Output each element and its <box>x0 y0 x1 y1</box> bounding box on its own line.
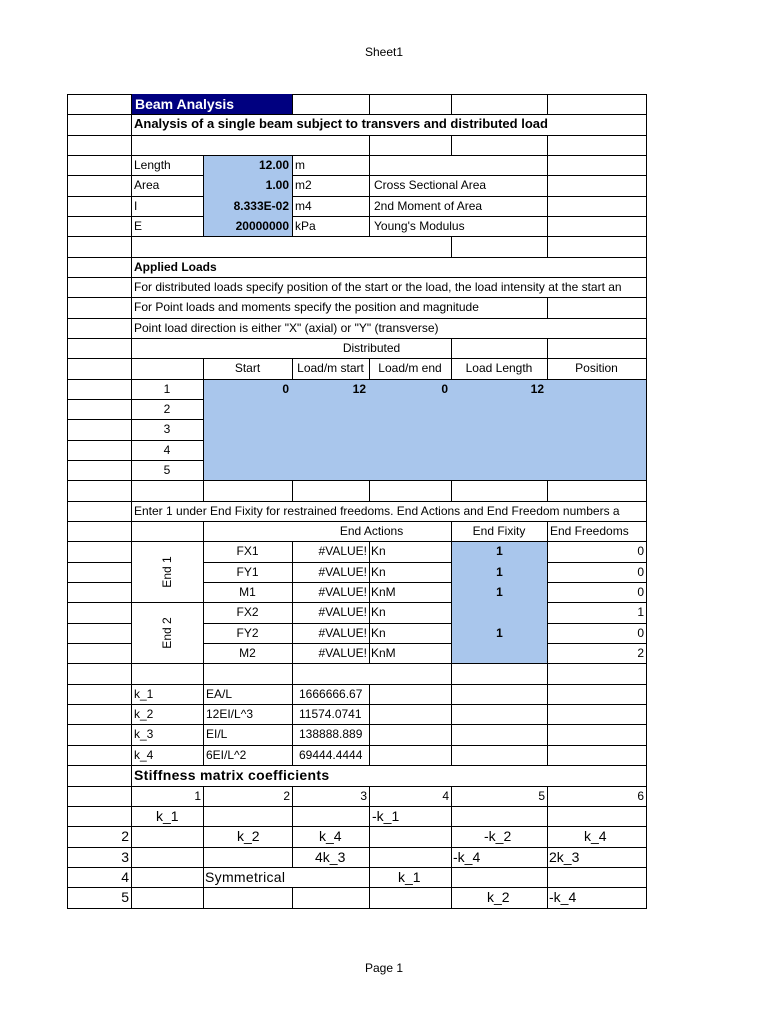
freedom-name: FX1 <box>236 544 259 558</box>
end-action-value: #VALUE! <box>318 565 367 579</box>
property-value[interactable]: 1.00 <box>265 178 289 192</box>
matrix-cell: k_4 <box>319 828 342 844</box>
matrix-row-number: 3 <box>121 849 129 865</box>
applied-note: Point load direction is either "X" (axial) or "Y" (transverse) <box>134 321 439 335</box>
k-value: 11574.0741 <box>299 707 362 721</box>
end-action-value: #VALUE! <box>318 646 367 660</box>
k-name: k_2 <box>134 707 154 721</box>
load-row-number: 4 <box>163 443 171 457</box>
end-freedom-value: 0 <box>637 626 644 640</box>
matrix-cell: k_1 <box>156 808 179 824</box>
property-value[interactable]: 8.333E-02 <box>233 199 289 213</box>
distributed-group-header: Distributed <box>342 341 401 355</box>
stiffness-title: Stiffness matrix coefficients <box>134 767 330 783</box>
fixity-note: Enter 1 under End Fixity for restrained freedoms. End Actions and End Freedom numbers a <box>134 504 620 518</box>
end-fixity-cell[interactable] <box>452 643 547 663</box>
end-fixity-cell[interactable]: 1 <box>496 626 503 640</box>
load-col-header: Position <box>575 361 618 375</box>
k-name: k_4 <box>134 748 154 762</box>
matrix-cell: k_2 <box>237 828 260 844</box>
load-row-number: 5 <box>163 463 171 477</box>
k-value: 69444.4444 <box>299 748 363 762</box>
end-fixity-cell[interactable]: 1 <box>496 544 503 558</box>
load-col-header: Start <box>234 361 261 375</box>
end-fixity-cell[interactable] <box>452 602 547 622</box>
load-col-header: Load/m end <box>378 361 442 375</box>
applied-note: For Point loads and moments specify the position and magnitude <box>134 300 479 314</box>
end-action-value: #VALUE! <box>318 585 367 599</box>
matrix-cell: 4k_3 <box>315 849 346 865</box>
property-label: Length <box>134 158 171 172</box>
end-action-unit: Kn <box>371 605 386 619</box>
freedom-name: FY1 <box>236 565 259 579</box>
load-col-header: Load/m start <box>297 361 364 375</box>
property-desc: Cross Sectional Area <box>374 178 487 192</box>
property-label: I <box>134 199 138 213</box>
k-value: 1666666.67 <box>299 687 363 701</box>
end-action-value: #VALUE! <box>318 626 367 640</box>
matrix-cell: -k_2 <box>484 828 512 844</box>
page-footer: Page 1 <box>364 961 404 975</box>
matrix-cell: -k_4 <box>453 849 481 865</box>
sheet-subtitle: Analysis of a single beam subject to transvers and distributed load <box>134 116 548 131</box>
load-row-number: 1 <box>163 382 171 396</box>
k-expression: 6EI/L^2 <box>206 748 247 762</box>
end-freedom-value: 0 <box>637 544 644 558</box>
k-name: k_3 <box>134 727 154 741</box>
load-row-number: 3 <box>163 422 171 436</box>
end-action-unit: KnM <box>371 585 396 599</box>
k-expression: EI/L <box>206 727 228 741</box>
end-action-unit: Kn <box>371 544 386 558</box>
applied-note: For distributed loads specify position of the start or the load, the load intensity at the start an <box>134 280 622 294</box>
matrix-col-header: 3 <box>360 789 367 803</box>
page-header: Sheet1 <box>364 45 404 59</box>
property-value[interactable]: 20000000 <box>235 219 289 233</box>
k-expression: EA/L <box>206 687 233 701</box>
matrix-row-number: 2 <box>121 828 129 844</box>
matrix-cell: -k_1 <box>372 808 400 824</box>
matrix-row-number: 4 <box>121 869 129 885</box>
end-fixity-header: End Fixity <box>472 524 526 538</box>
property-desc: 2nd Moment of Area <box>374 199 483 213</box>
end-1-label: End 1 <box>160 556 174 588</box>
end-freedom-value: 2 <box>637 646 644 660</box>
freedom-name: FX2 <box>236 605 259 619</box>
load-row-number: 2 <box>163 402 171 416</box>
end-freedoms-header: End Freedoms <box>550 524 629 538</box>
matrix-col-header: 2 <box>283 789 290 803</box>
end-action-value: #VALUE! <box>318 605 367 619</box>
matrix-row-number: 5 <box>121 889 129 905</box>
property-unit: m2 <box>295 178 312 192</box>
property-label: Area <box>134 178 160 192</box>
property-desc: Young's Modulus <box>374 219 465 233</box>
matrix-col-header: 4 <box>442 789 449 803</box>
property-unit: kPa <box>295 219 316 233</box>
sheet-title: Beam Analysis <box>132 94 292 114</box>
property-unit: m4 <box>295 199 312 213</box>
end-freedom-value: 0 <box>637 565 644 579</box>
matrix-cell: k_1 <box>398 869 421 885</box>
end-fixity-cell[interactable]: 1 <box>496 585 503 599</box>
load-cell[interactable]: 0 <box>441 382 448 396</box>
matrix-cell: k_2 <box>487 889 510 905</box>
matrix-cell: 2k_3 <box>549 849 580 865</box>
load-cell[interactable]: 0 <box>282 382 289 396</box>
property-value[interactable]: 12.00 <box>258 158 289 172</box>
end-action-value: #VALUE! <box>318 544 367 558</box>
end-2-label: End 2 <box>160 617 174 649</box>
property-unit: m <box>295 158 305 172</box>
matrix-cell: k_4 <box>584 828 607 844</box>
freedom-name: M1 <box>239 585 256 599</box>
end-fixity-cell[interactable]: 1 <box>496 565 503 579</box>
end-action-unit: KnM <box>371 646 396 660</box>
matrix-cell: -k_4 <box>549 889 577 905</box>
matrix-col-header: 1 <box>194 789 201 803</box>
matrix-col-header: 6 <box>637 789 644 803</box>
property-label: E <box>134 219 143 233</box>
load-cell[interactable]: 12 <box>352 382 366 396</box>
end-freedom-value: 1 <box>637 605 644 619</box>
k-value: 138888.889 <box>299 727 363 741</box>
symmetrical-label: Symmetrical <box>205 869 286 885</box>
end-actions-header: End Actions <box>339 524 404 538</box>
freedom-name: M2 <box>239 646 256 660</box>
load-cell[interactable] <box>548 379 643 399</box>
applied-loads-heading: Applied Loads <box>134 260 217 274</box>
matrix-col-header: 5 <box>538 789 545 803</box>
load-col-header: Load Length <box>465 361 533 375</box>
load-cell[interactable]: 12 <box>530 382 544 396</box>
end-freedom-value: 0 <box>637 585 644 599</box>
end-action-unit: Kn <box>371 626 386 640</box>
k-name: k_1 <box>134 687 154 701</box>
end-action-unit: Kn <box>371 565 386 579</box>
freedom-name: FY2 <box>236 626 259 640</box>
k-expression: 12EI/L^3 <box>206 707 253 721</box>
